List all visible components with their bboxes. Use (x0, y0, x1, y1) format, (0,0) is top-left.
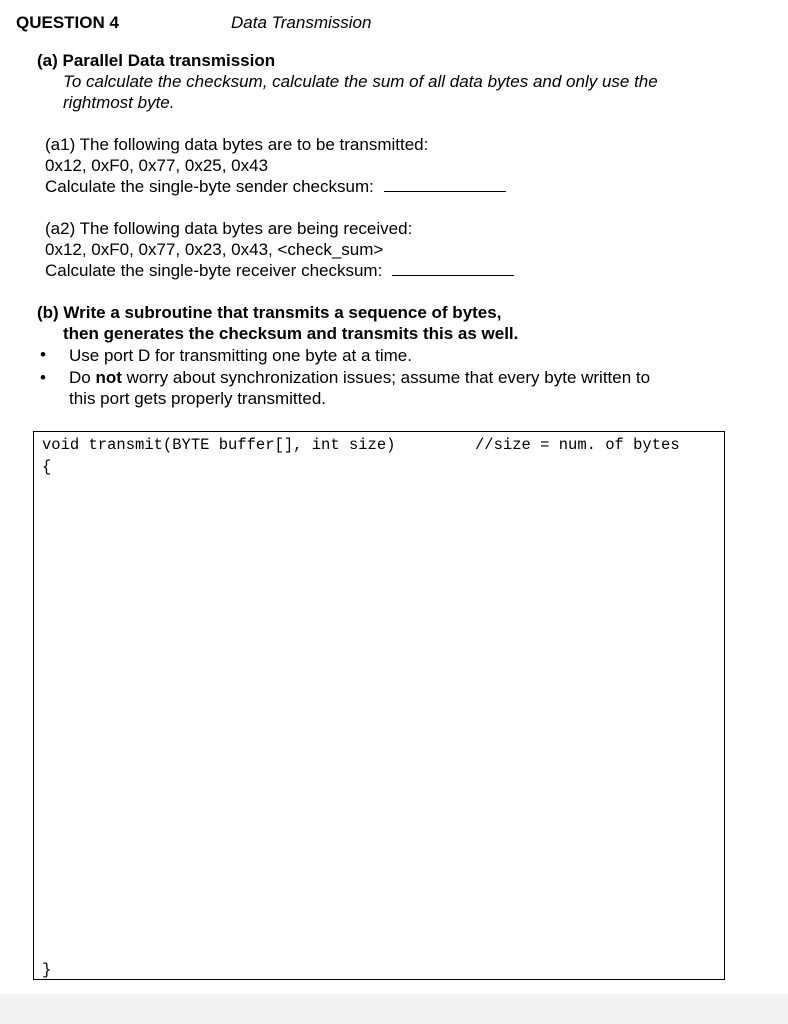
a1-question-text: Calculate the single-byte sender checksum: (45, 177, 374, 196)
part-b-heading-line1: (b) Write a subroutine that transmits a sequence of bytes, (37, 303, 502, 322)
code-close-brace: } (42, 961, 52, 979)
code-signature: void transmit(BYTE buffer[], int size) (42, 436, 396, 454)
bullet-2-bold: not (95, 368, 122, 387)
bullet-2-post: worry about synchronization issues; assume that every byte written to (121, 368, 651, 387)
bullet-1: Use port D for transmitting one byte at a time. (69, 346, 412, 365)
bullet-2-pre: Do (69, 368, 96, 387)
page-bottom-shade (0, 994, 788, 1024)
part-b-heading-line2: then generates the checksum and transmits this as well. (63, 324, 519, 343)
part-a-instruction-line2: rightmost byte. (63, 93, 175, 112)
bullet-2-line2: this port gets properly transmitted. (69, 389, 327, 408)
bullet-dot-icon: • (40, 345, 46, 364)
a2-prompt: (a2) The following data bytes are being received: (45, 219, 413, 238)
a1-question (45, 176, 506, 197)
question-number: QUESTION 4 (16, 13, 119, 32)
a1-bytes: 0x12, 0xF0, 0x77, 0x25, 0x43 (45, 156, 269, 175)
a1-prompt: (a1) The following data bytes are to be transmitted: (45, 135, 429, 154)
bullet-dot-icon: • (40, 368, 46, 387)
part-a-heading: (a) Parallel Data transmission (37, 51, 276, 70)
a1-answer-blank[interactable] (384, 177, 506, 192)
a2-answer-blank[interactable] (392, 261, 514, 276)
code-comment: //size = num. of bytes (475, 436, 680, 454)
question-topic: Data Transmission (231, 13, 372, 32)
a2-question (45, 260, 514, 281)
part-a-instruction-line1: To calculate the checksum, calculate the sum of all data bytes and only use the (63, 72, 658, 91)
code-open-brace: { (42, 458, 52, 476)
code-answer-box[interactable] (33, 431, 725, 980)
a2-bytes: 0x12, 0xF0, 0x77, 0x23, 0x43, <check_sum> (45, 240, 384, 259)
a2-question-text: Calculate the single-byte receiver checksum: (45, 261, 383, 280)
bullet-2 (69, 367, 650, 388)
